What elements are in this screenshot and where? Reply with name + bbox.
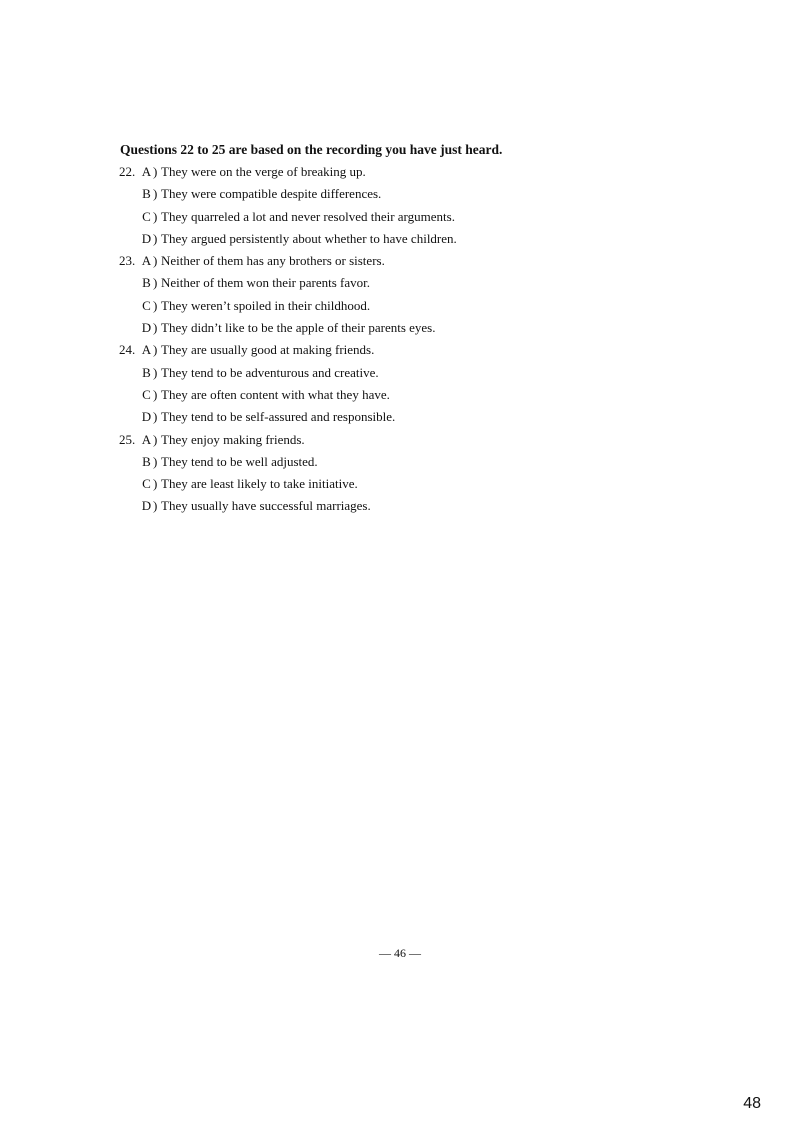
option-letter: C xyxy=(142,208,151,224)
option-letter: B xyxy=(142,275,151,291)
option-paren: ) xyxy=(153,453,158,469)
option-paren: ) xyxy=(153,186,158,202)
option-paren: ) xyxy=(153,431,158,447)
option-letter: D xyxy=(141,409,152,425)
option-text: They quarreled a lot and never resolved their arguments. xyxy=(161,208,455,224)
option-letter: B xyxy=(142,186,151,202)
option-text: They tend to be adventurous and creative. xyxy=(161,364,379,380)
corner-page-number: 48 xyxy=(743,1095,761,1112)
option-text: They tend to be self-assured and responsible. xyxy=(161,409,396,425)
option-text: They are usually good at making friends. xyxy=(161,342,375,358)
option-paren: ) xyxy=(153,253,158,269)
option-paren: ) xyxy=(153,342,158,358)
option-paren: ) xyxy=(153,164,158,179)
option-letter: B xyxy=(142,364,151,380)
option-text: They tend to be well adjusted. xyxy=(161,453,318,469)
option-paren: ) xyxy=(153,364,158,380)
option-text: They weren’t spoiled in their childhood. xyxy=(161,297,371,313)
option-text: They enjoy making friends. xyxy=(161,431,305,447)
question-number: 22. xyxy=(119,164,136,179)
option-letter: A xyxy=(141,342,152,358)
option-text: They were compatible despite differences. xyxy=(161,186,382,202)
option-paren: ) xyxy=(153,297,158,313)
option-paren: ) xyxy=(153,498,158,514)
question-number: 23. xyxy=(119,253,136,269)
option-paren: ) xyxy=(153,476,158,492)
option-letter: B xyxy=(142,453,151,469)
option-letter: A xyxy=(141,253,152,269)
section-heading: Questions 22 to 25 are based on the recording you have just heard. xyxy=(120,142,503,157)
option-paren: ) xyxy=(153,230,158,246)
option-text: They argued persistently about whether to have children. xyxy=(161,230,457,246)
option-letter: A xyxy=(141,164,152,179)
option-paren: ) xyxy=(153,409,158,425)
option-text: They were on the verge of breaking up. xyxy=(161,164,366,179)
option-text: They didn’t like to be the apple of their parents eyes. xyxy=(161,320,436,336)
question-number: 25. xyxy=(119,431,136,447)
option-text: They are often content with what they have. xyxy=(161,386,390,402)
question-number: 24. xyxy=(119,342,136,358)
option-text: They are least likely to take initiative. xyxy=(161,476,358,492)
option-paren: ) xyxy=(153,275,158,291)
option-paren: ) xyxy=(153,208,158,224)
option-letter: D xyxy=(141,230,152,246)
option-letter: D xyxy=(141,320,152,336)
option-letter: C xyxy=(142,386,151,402)
option-letter: C xyxy=(142,297,151,313)
option-text: Neither of them won their parents favor. xyxy=(161,275,371,291)
footer-page-number: — 46 — xyxy=(379,946,421,960)
option-letter: D xyxy=(141,498,152,514)
option-text: They usually have successful marriages. xyxy=(161,498,371,514)
option-paren: ) xyxy=(153,386,158,402)
option-letter: A xyxy=(141,431,152,447)
option-letter: C xyxy=(142,476,151,492)
option-text: Neither of them has any brothers or sisters. xyxy=(161,253,385,269)
option-paren: ) xyxy=(153,320,158,336)
